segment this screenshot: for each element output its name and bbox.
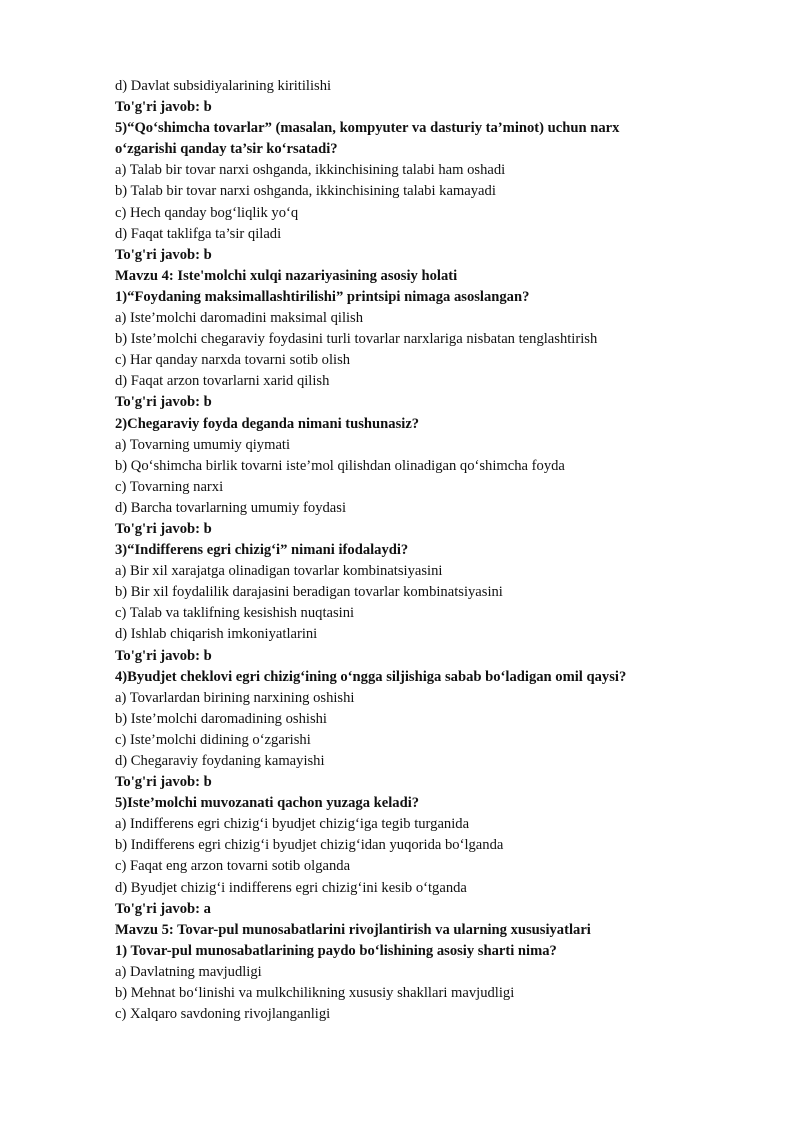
answer-option: b) Indifferens egri chizig‘i byudjet chizig‘idan yuqorida bo‘lganda	[115, 837, 504, 854]
question-text: o‘zgarishi qanday ta’sir ko‘rsatadi?	[115, 141, 338, 158]
question-text: 1)“Foydaning maksimallashtirilishi” printsipi nimaga asoslangan?	[115, 288, 530, 305]
question-text: 5)“Qo‘shimcha tovarlar” (masalan, kompyuter va dasturiy ta’minot) uchun narx	[115, 120, 620, 137]
correct-answer: To'g'ri javob: b	[115, 774, 212, 791]
topic-heading: Mavzu 5: Tovar-pul munosabatlarini rivojlantirish va ularning xususiyatlari	[115, 921, 591, 938]
correct-answer: To'g'ri javob: b	[115, 99, 212, 116]
correct-answer: To'g'ri javob: b	[115, 520, 212, 537]
question-text: 2)Chegaraviy foyda deganda nimani tushunasiz?	[115, 415, 420, 432]
answer-option: d) Chegaraviy foydaning kamayishi	[115, 753, 325, 769]
correct-answer: To'g'ri javob: a	[115, 900, 211, 917]
answer-option: d) Faqat taklifga ta’sir qiladi	[115, 225, 282, 242]
question-text: 1) Tovar-pul munosabatlarining paydo bo‘lishining asosiy sharti nima?	[115, 942, 557, 959]
answer-option: c) Iste’molchi didining o‘zgarishi	[115, 731, 311, 748]
answer-option: b) Iste’molchi daromadining oshishi	[115, 710, 327, 727]
answer-option: b) Talab bir tovar narxi oshganda, ikkinchisining talabi kamayadi	[115, 183, 496, 200]
answer-option: a) Davlatning mavjudligi	[115, 963, 262, 980]
answer-option: d) Faqat arzon tovarlarni xarid qilish	[115, 373, 330, 390]
answer-option: a) Tovarning umumiy qiymati	[115, 436, 291, 453]
answer-option: c) Talab va taklifning kesishish nuqtasini	[115, 605, 355, 622]
answer-option: c) Faqat eng arzon tovarni sotib olganda	[115, 858, 351, 875]
answer-option: a) Iste’molchi daromadini maksimal qilish	[115, 310, 364, 327]
correct-answer: To'g'ri javob: b	[115, 647, 212, 664]
answer-option: b) Qo‘shimcha birlik tovarni iste’mol qilishdan olinadigan qo‘shimcha foyda	[115, 457, 565, 474]
answer-option: d) Davlat subsidiyalarining kiritilishi	[115, 78, 332, 94]
answer-option: b) Mehnat bo‘linishi va mulkchilikning xususiy shakllari mavjudligi	[115, 985, 515, 1002]
answer-option: a) Indifferens egri chizig‘i byudjet chizig‘iga tegib turganida	[115, 816, 470, 833]
answer-option: d) Barcha tovarlarning umumiy foydasi	[115, 499, 347, 516]
answer-option: d) Ishlab chiqarish imkoniyatlarini	[115, 626, 318, 643]
answer-option: d) Byudjet chizig‘i indifferens egri chizig‘ini kesib o‘tganda	[115, 879, 467, 896]
document-page	[115, 76, 715, 1025]
question-text: 4)Byudjet cheklovi egri chizig‘ining o‘ngga siljishiga sabab bo‘ladigan omil qaysi?	[115, 668, 627, 685]
answer-option: b) Iste’molchi chegaraviy foydasini turli tovarlar narxlariga nisbatan tenglashtirish	[115, 331, 598, 348]
correct-answer: To'g'ri javob: b	[115, 246, 212, 263]
question-text: 5)Iste’molchi muvozanati qachon yuzaga keladi?	[115, 795, 420, 812]
answer-option: a) Bir xil xarajatga olinadigan tovarlar kombinatsiyasini	[115, 563, 443, 580]
answer-option: c) Har qanday narxda tovarni sotib olish	[115, 352, 351, 369]
answer-option: c) Tovarning narxi	[115, 478, 224, 495]
question-text: 3)“Indifferens egri chizig‘i” nimani ifodalaydi?	[115, 542, 409, 559]
answer-option: b) Bir xil foydalilik darajasini beradigan tovarlar kombinatsiyasini	[115, 584, 503, 601]
correct-answer: To'g'ri javob: b	[115, 394, 212, 411]
answer-option: a) Tovarlardan birining narxining oshishi	[115, 689, 355, 706]
answer-option: c) Hech qanday bog‘liqlik yo‘q	[115, 204, 299, 221]
answer-option: c) Xalqaro savdoning rivojlanganligi	[115, 1006, 331, 1023]
answer-option: a) Talab bir tovar narxi oshganda, ikkinchisining talabi ham oshadi	[115, 162, 506, 179]
topic-heading: Mavzu 4: Iste'molchi xulqi nazariyasining asosiy holati	[115, 267, 458, 284]
